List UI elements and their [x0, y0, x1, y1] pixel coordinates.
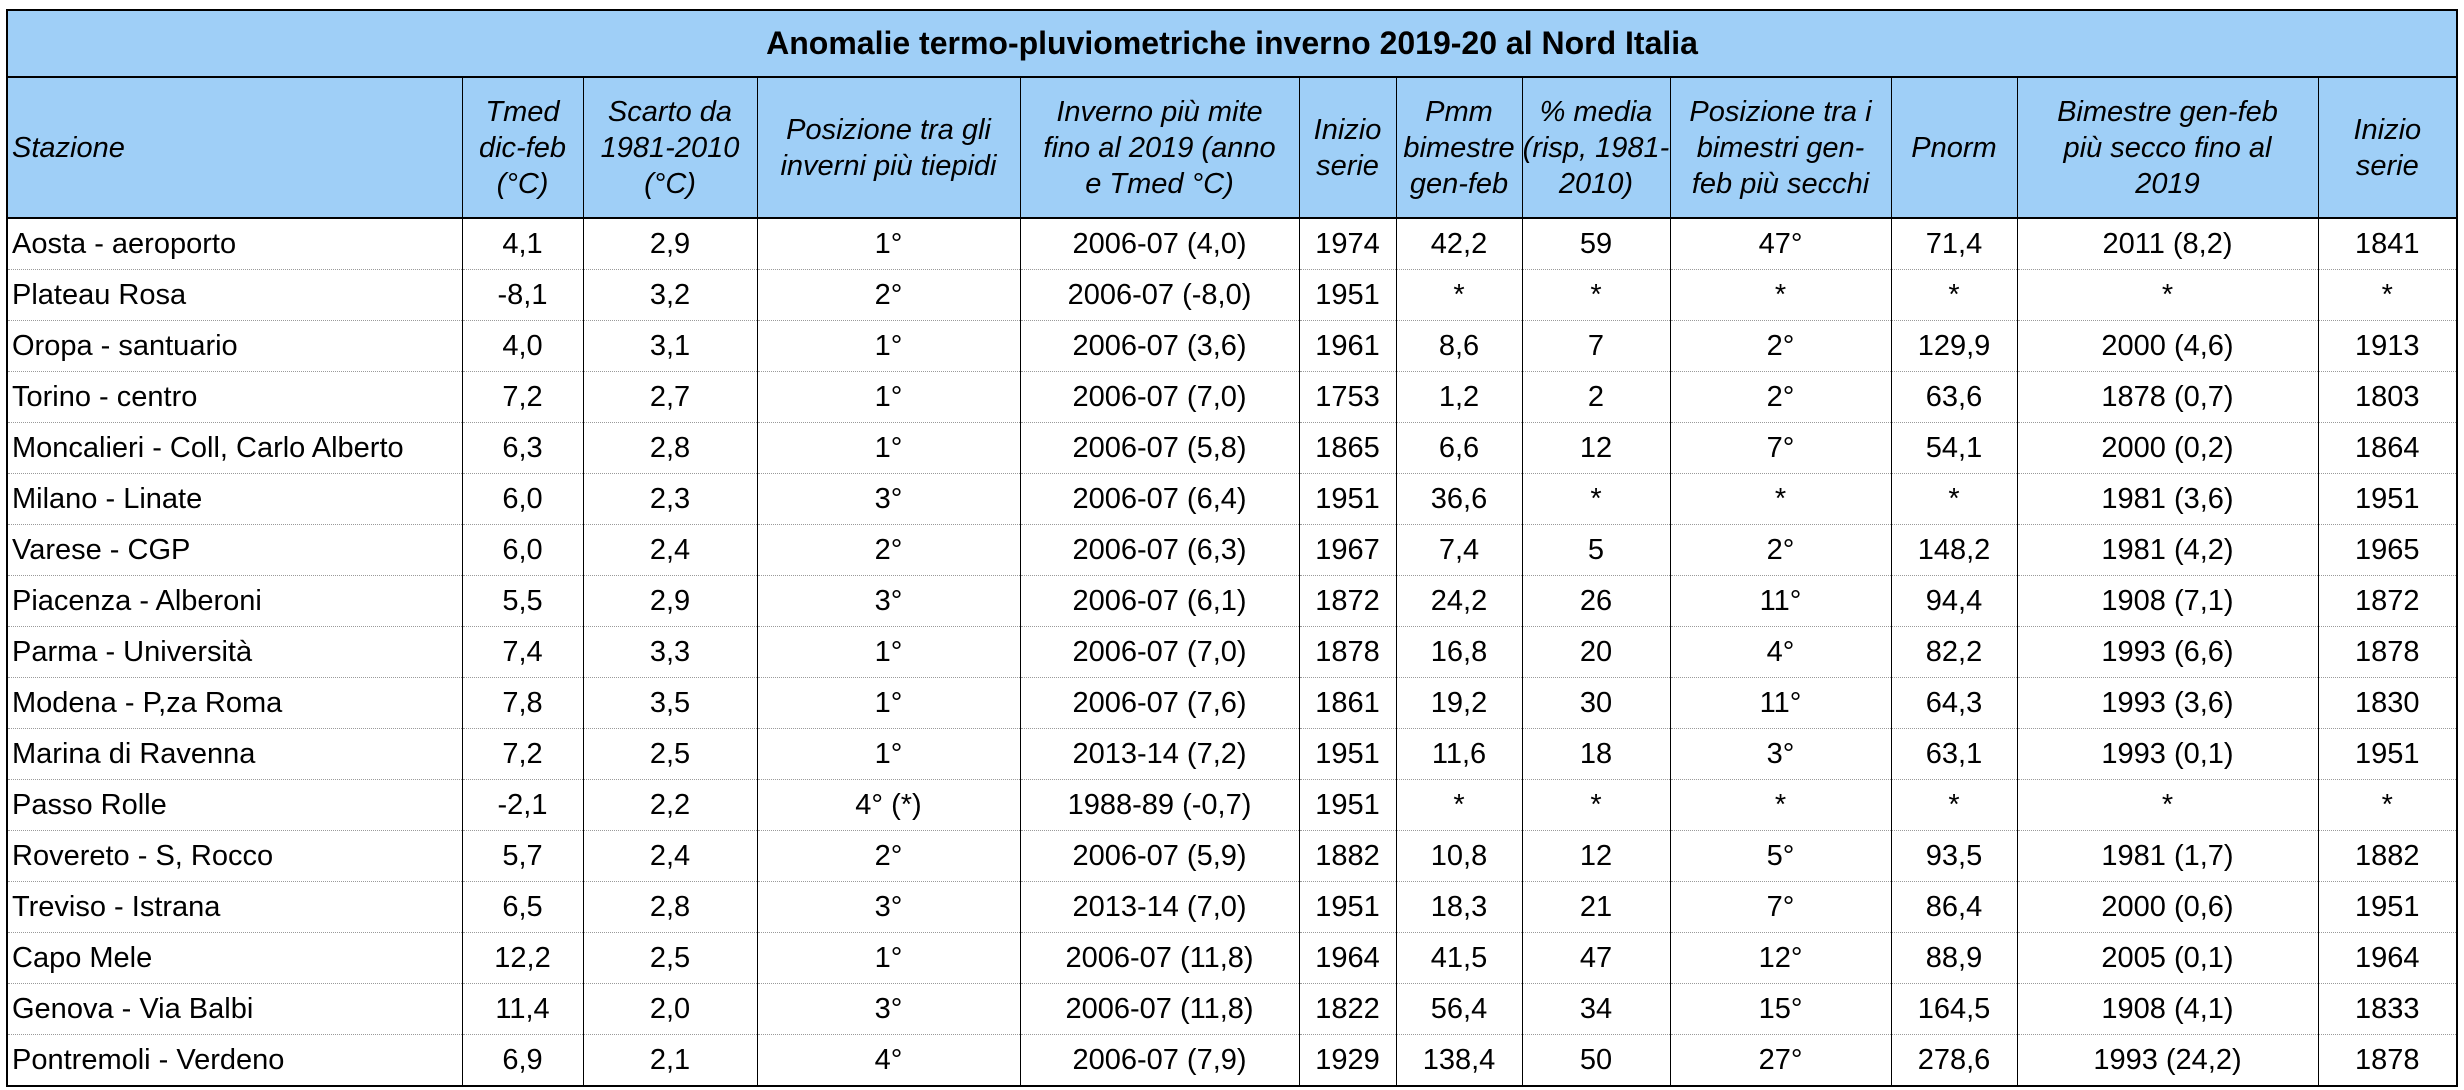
cell-pnorm: 129,9 [1891, 321, 2017, 372]
cell-inverno-mite: 2006-07 (5,8) [1020, 423, 1299, 474]
cell-inverno-mite: 2006-07 (-8,0) [1020, 270, 1299, 321]
cell-media: 2 [1522, 372, 1670, 423]
cell-scarto: 3,5 [583, 678, 757, 729]
cell-pos-secchi: 11° [1670, 576, 1891, 627]
cell-inverno-mite: 2006-07 (6,3) [1020, 525, 1299, 576]
cell-bimestre-secco: 2000 (4,6) [2017, 321, 2318, 372]
cell-media: 30 [1522, 678, 1670, 729]
cell-bimestre-secco: 2005 (0,1) [2017, 933, 2318, 984]
station-cell: Rovereto - S, Rocco [7, 831, 462, 882]
cell-pmm: 36,6 [1396, 474, 1522, 525]
anomalies-table [6, 9, 2458, 1087]
cell-pos-tiepidi: 4° [757, 1035, 1020, 1087]
cell-bimestre-secco: 1981 (3,6) [2017, 474, 2318, 525]
cell-pmm: 18,3 [1396, 882, 1522, 933]
column-header-pmm [1396, 77, 1522, 218]
cell-pmm: 11,6 [1396, 729, 1522, 780]
station-cell: Treviso - Istrana [7, 882, 462, 933]
table-row [7, 678, 2457, 729]
column-header-line: bimestri gen- [1696, 131, 1865, 164]
cell-pos-secchi: 7° [1670, 882, 1891, 933]
station-cell: Aosta - aeroporto [7, 218, 462, 270]
station-cell: Passo Rolle [7, 780, 462, 831]
cell-inverno-mite: 2006-07 (3,6) [1020, 321, 1299, 372]
cell-pos-secchi: 7° [1670, 423, 1891, 474]
cell-scarto: 3,2 [583, 270, 757, 321]
cell-bimestre-secco: 1993 (6,6) [2017, 627, 2318, 678]
cell-bimestre-secco: * [2017, 270, 2318, 321]
cell-bimestre-secco: 1993 (3,6) [2017, 678, 2318, 729]
cell-tmed: 7,2 [462, 729, 583, 780]
station-cell: Genova - Via Balbi [7, 984, 462, 1035]
cell-pos-secchi: 12° [1670, 933, 1891, 984]
cell-tmed: 6,9 [462, 1035, 583, 1087]
column-header-pnorm [1891, 77, 2017, 218]
cell-pnorm: 86,4 [1891, 882, 2017, 933]
cell-inizio-serie-t: 1961 [1299, 321, 1396, 372]
cell-pnorm: 278,6 [1891, 1035, 2017, 1087]
cell-pos-secchi: 47° [1670, 218, 1891, 270]
cell-pos-secchi: 3° [1670, 729, 1891, 780]
cell-inizio-serie-t: 1865 [1299, 423, 1396, 474]
cell-tmed: 6,3 [462, 423, 583, 474]
cell-bimestre-secco: 1878 (0,7) [2017, 372, 2318, 423]
cell-media: 12 [1522, 423, 1670, 474]
column-header-line: feb più secchi [1691, 167, 1870, 200]
cell-inverno-mite: 2006-07 (7,9) [1020, 1035, 1299, 1087]
cell-pnorm: 63,6 [1891, 372, 2017, 423]
cell-inizio-serie-p: 1864 [2318, 423, 2457, 474]
cell-inizio-serie-p: 1803 [2318, 372, 2457, 423]
cell-media: 7 [1522, 321, 1670, 372]
cell-pmm: * [1396, 780, 1522, 831]
cell-pos-tiepidi: 2° [757, 270, 1020, 321]
cell-tmed: 4,0 [462, 321, 583, 372]
cell-pnorm: 148,2 [1891, 525, 2017, 576]
cell-media: 34 [1522, 984, 1670, 1035]
station-cell: Torino - centro [7, 372, 462, 423]
cell-pos-tiepidi: 1° [757, 372, 1020, 423]
cell-pos-tiepidi: 4° (*) [757, 780, 1020, 831]
column-header-scarto [583, 77, 757, 218]
cell-inizio-serie-t: 1872 [1299, 576, 1396, 627]
column-header-line: Pnorm [1911, 131, 1997, 164]
cell-inverno-mite: 2006-07 (5,9) [1020, 831, 1299, 882]
cell-pmm: 42,2 [1396, 218, 1522, 270]
table-row [7, 984, 2457, 1035]
cell-inverno-mite: 2013-14 (7,0) [1020, 882, 1299, 933]
column-header-line: % media [1539, 95, 1653, 128]
cell-pos-secchi: 2° [1670, 525, 1891, 576]
cell-scarto: 3,1 [583, 321, 757, 372]
table-row [7, 372, 2457, 423]
column-header-media [1522, 77, 1670, 218]
cell-media: 20 [1522, 627, 1670, 678]
cell-scarto: 2,9 [583, 218, 757, 270]
table-row [7, 321, 2457, 372]
cell-inizio-serie-t: 1951 [1299, 729, 1396, 780]
cell-pmm: 1,2 [1396, 372, 1522, 423]
cell-tmed: 5,5 [462, 576, 583, 627]
cell-pos-tiepidi: 1° [757, 423, 1020, 474]
cell-inizio-serie-t: 1861 [1299, 678, 1396, 729]
cell-tmed: 4,1 [462, 218, 583, 270]
cell-pnorm: * [1891, 780, 2017, 831]
cell-pos-tiepidi: 1° [757, 218, 1020, 270]
cell-inizio-serie-p: 1951 [2318, 882, 2457, 933]
column-header-line: e Tmed °C) [1085, 167, 1234, 200]
cell-pmm: 6,6 [1396, 423, 1522, 474]
cell-inizio-serie-p: 1965 [2318, 525, 2457, 576]
cell-scarto: 2,1 [583, 1035, 757, 1087]
cell-tmed: 5,7 [462, 831, 583, 882]
cell-pos-tiepidi: 1° [757, 933, 1020, 984]
cell-inizio-serie-p: 1833 [2318, 984, 2457, 1035]
column-header-line: 2019 [2135, 167, 2200, 200]
table-row [7, 576, 2457, 627]
cell-tmed: 11,4 [462, 984, 583, 1035]
table-row [7, 831, 2457, 882]
cell-bimestre-secco: 1993 (24,2) [2017, 1035, 2318, 1087]
cell-inizio-serie-t: 1967 [1299, 525, 1396, 576]
cell-media: 26 [1522, 576, 1670, 627]
column-header-line: Inizio [2353, 113, 2422, 146]
cell-pnorm: 93,5 [1891, 831, 2017, 882]
cell-media: 18 [1522, 729, 1670, 780]
column-header-line: serie [2355, 149, 2419, 182]
column-header-line: Tmed [485, 95, 560, 128]
cell-pos-secchi: 11° [1670, 678, 1891, 729]
column-header-pos-tiepidi [757, 77, 1020, 218]
cell-media: * [1522, 780, 1670, 831]
cell-pos-tiepidi: 1° [757, 678, 1020, 729]
cell-pnorm: * [1891, 474, 2017, 525]
cell-inverno-mite: 2006-07 (6,4) [1020, 474, 1299, 525]
cell-pmm: 7,4 [1396, 525, 1522, 576]
cell-inizio-serie-p: 1951 [2318, 474, 2457, 525]
cell-pos-secchi: 15° [1670, 984, 1891, 1035]
cell-pos-secchi: 2° [1670, 372, 1891, 423]
column-header-line: gen-feb [1409, 167, 1509, 200]
station-cell: Capo Mele [7, 933, 462, 984]
cell-tmed: 6,0 [462, 525, 583, 576]
cell-pmm: 16,8 [1396, 627, 1522, 678]
cell-scarto: 2,5 [583, 729, 757, 780]
column-header-line: Inizio [1313, 113, 1382, 146]
table-row [7, 627, 2457, 678]
cell-bimestre-secco: 2000 (0,2) [2017, 423, 2318, 474]
cell-inizio-serie-p: 1964 [2318, 933, 2457, 984]
cell-pos-tiepidi: 1° [757, 627, 1020, 678]
column-header-line: inverni più tiepidi [780, 149, 997, 182]
column-header-inizio-serie-p [2318, 77, 2457, 218]
cell-scarto: 2,9 [583, 576, 757, 627]
cell-media: 47 [1522, 933, 1670, 984]
table-container [6, 9, 2456, 1087]
cell-pmm: 24,2 [1396, 576, 1522, 627]
cell-inizio-serie-p: 1830 [2318, 678, 2457, 729]
cell-inizio-serie-t: 1878 [1299, 627, 1396, 678]
column-header-line: Posizione tra gli [786, 113, 991, 146]
cell-pos-tiepidi: 3° [757, 576, 1020, 627]
cell-inizio-serie-p: 1878 [2318, 627, 2457, 678]
column-header-line: (°C) [644, 167, 696, 200]
column-header-line: Pmm [1425, 95, 1493, 128]
cell-pos-tiepidi: 2° [757, 525, 1020, 576]
cell-pos-tiepidi: 1° [757, 321, 1020, 372]
cell-scarto: 2,0 [583, 984, 757, 1035]
cell-inizio-serie-t: 1951 [1299, 882, 1396, 933]
cell-inizio-serie-p: 1872 [2318, 576, 2457, 627]
cell-pmm: * [1396, 270, 1522, 321]
cell-scarto: 2,2 [583, 780, 757, 831]
cell-inizio-serie-t: 1964 [1299, 933, 1396, 984]
cell-scarto: 2,3 [583, 474, 757, 525]
cell-pnorm: 63,1 [1891, 729, 2017, 780]
column-header-inverno-mite [1020, 77, 1299, 218]
cell-tmed: 7,4 [462, 627, 583, 678]
table-row [7, 474, 2457, 525]
table-row [7, 525, 2457, 576]
table-body [7, 218, 2457, 1086]
station-cell: Piacenza - Alberoni [7, 576, 462, 627]
cell-pos-secchi: * [1670, 474, 1891, 525]
cell-scarto: 2,4 [583, 831, 757, 882]
cell-bimestre-secco: 1993 (0,1) [2017, 729, 2318, 780]
column-header-pos-secchi [1670, 77, 1891, 218]
table-row [7, 780, 2457, 831]
station-cell: Oropa - santuario [7, 321, 462, 372]
cell-bimestre-secco: 1908 (4,1) [2017, 984, 2318, 1035]
cell-scarto: 3,3 [583, 627, 757, 678]
table-row [7, 882, 2457, 933]
cell-pnorm: 54,1 [1891, 423, 2017, 474]
cell-inizio-serie-t: 1882 [1299, 831, 1396, 882]
cell-tmed: 6,5 [462, 882, 583, 933]
cell-media: * [1522, 270, 1670, 321]
station-cell: Moncalieri - Coll, Carlo Alberto [7, 423, 462, 474]
cell-pnorm: 94,4 [1891, 576, 2017, 627]
cell-pos-secchi: 5° [1670, 831, 1891, 882]
station-cell: Modena - P,za Roma [7, 678, 462, 729]
column-header-line: dic-feb [478, 131, 567, 164]
cell-inverno-mite: 2006-07 (7,0) [1020, 627, 1299, 678]
cell-tmed: 6,0 [462, 474, 583, 525]
cell-pnorm: 71,4 [1891, 218, 2017, 270]
column-header-line: 1981-2010 [600, 131, 740, 164]
station-cell: Varese - CGP [7, 525, 462, 576]
cell-pos-secchi: 2° [1670, 321, 1891, 372]
cell-inverno-mite: 1988-89 (-0,7) [1020, 780, 1299, 831]
column-header-line: (°C) [496, 167, 549, 200]
cell-bimestre-secco: 2011 (8,2) [2017, 218, 2318, 270]
column-header-line: (risp, 1981- [1522, 131, 1670, 164]
header-row [7, 77, 2457, 218]
cell-scarto: 2,8 [583, 423, 757, 474]
cell-inizio-serie-p: 1841 [2318, 218, 2457, 270]
cell-inverno-mite: 2013-14 (7,2) [1020, 729, 1299, 780]
cell-pnorm: 64,3 [1891, 678, 2017, 729]
cell-inverno-mite: 2006-07 (6,1) [1020, 576, 1299, 627]
column-header-line: 2010) [1558, 167, 1634, 200]
cell-bimestre-secco: 1908 (7,1) [2017, 576, 2318, 627]
cell-tmed: 7,8 [462, 678, 583, 729]
column-header-line: Inverno più mite [1056, 95, 1263, 128]
table-row [7, 423, 2457, 474]
cell-pmm: 8,6 [1396, 321, 1522, 372]
column-header-stazione [7, 77, 462, 218]
table-row [7, 270, 2457, 321]
cell-pos-secchi: * [1670, 780, 1891, 831]
cell-media: 50 [1522, 1035, 1670, 1087]
cell-inizio-serie-p: 1913 [2318, 321, 2457, 372]
cell-scarto: 2,8 [583, 882, 757, 933]
table-title: Anomalie termo-pluviometriche inverno 2019-20 al Nord Italia [7, 10, 2457, 77]
table-row [7, 933, 2457, 984]
cell-inizio-serie-t: 1951 [1299, 780, 1396, 831]
cell-inizio-serie-p: * [2318, 780, 2457, 831]
cell-pmm: 19,2 [1396, 678, 1522, 729]
station-cell: Parma - Università [7, 627, 462, 678]
cell-pnorm: * [1891, 270, 2017, 321]
cell-media: 21 [1522, 882, 1670, 933]
cell-tmed: 12,2 [462, 933, 583, 984]
cell-tmed: -2,1 [462, 780, 583, 831]
cell-pos-secchi: * [1670, 270, 1891, 321]
column-header-line: più secco fino al [2063, 131, 2272, 164]
table-row [7, 218, 2457, 270]
cell-scarto: 2,5 [583, 933, 757, 984]
cell-pnorm: 164,5 [1891, 984, 2017, 1035]
cell-pmm: 56,4 [1396, 984, 1522, 1035]
cell-pmm: 138,4 [1396, 1035, 1522, 1087]
cell-pos-tiepidi: 1° [757, 729, 1020, 780]
cell-pos-secchi: 4° [1670, 627, 1891, 678]
cell-inverno-mite: 2006-07 (11,8) [1020, 933, 1299, 984]
cell-inizio-serie-p: 1878 [2318, 1035, 2457, 1087]
column-header-line: Scarto da [607, 95, 733, 128]
cell-tmed: 7,2 [462, 372, 583, 423]
cell-inizio-serie-t: 1951 [1299, 474, 1396, 525]
cell-inizio-serie-t: 1753 [1299, 372, 1396, 423]
cell-pmm: 41,5 [1396, 933, 1522, 984]
cell-inizio-serie-t: 1929 [1299, 1035, 1396, 1087]
cell-inverno-mite: 2006-07 (7,0) [1020, 372, 1299, 423]
column-header-line: bimestre [1403, 131, 1515, 164]
cell-pos-tiepidi: 2° [757, 831, 1020, 882]
column-header-tmed [462, 77, 583, 218]
cell-bimestre-secco: 1981 (1,7) [2017, 831, 2318, 882]
cell-pmm: 10,8 [1396, 831, 1522, 882]
cell-bimestre-secco: 2000 (0,6) [2017, 882, 2318, 933]
cell-media: 5 [1522, 525, 1670, 576]
station-cell: Plateau Rosa [7, 270, 462, 321]
station-cell: Pontremoli - Verdeno [7, 1035, 462, 1087]
column-header-line: Posizione tra i [1689, 95, 1872, 128]
cell-bimestre-secco: * [2017, 780, 2318, 831]
column-header-line: fino al 2019 (anno [1043, 131, 1276, 164]
cell-inizio-serie-t: 1974 [1299, 218, 1396, 270]
table-row [7, 729, 2457, 780]
cell-inverno-mite: 2006-07 (7,6) [1020, 678, 1299, 729]
cell-pos-tiepidi: 3° [757, 474, 1020, 525]
cell-scarto: 2,4 [583, 525, 757, 576]
cell-inverno-mite: 2006-07 (4,0) [1020, 218, 1299, 270]
cell-bimestre-secco: 1981 (4,2) [2017, 525, 2318, 576]
station-cell: Milano - Linate [7, 474, 462, 525]
station-cell: Marina di Ravenna [7, 729, 462, 780]
cell-pos-secchi: 27° [1670, 1035, 1891, 1087]
cell-inverno-mite: 2006-07 (11,8) [1020, 984, 1299, 1035]
cell-pnorm: 82,2 [1891, 627, 2017, 678]
cell-inizio-serie-t: 1951 [1299, 270, 1396, 321]
column-header-bimestre-secco [2017, 77, 2318, 218]
cell-pos-tiepidi: 3° [757, 882, 1020, 933]
cell-pnorm: 88,9 [1891, 933, 2017, 984]
column-header-inizio-serie-t [1299, 77, 1396, 218]
cell-inizio-serie-t: 1822 [1299, 984, 1396, 1035]
cell-inizio-serie-p: 1951 [2318, 729, 2457, 780]
column-header-line: Bimestre gen-feb [2057, 95, 2278, 128]
column-header-line: serie [1316, 149, 1379, 182]
table-row [7, 1035, 2457, 1087]
cell-scarto: 2,7 [583, 372, 757, 423]
cell-inizio-serie-p: * [2318, 270, 2457, 321]
cell-tmed: -8,1 [462, 270, 583, 321]
cell-media: 59 [1522, 218, 1670, 270]
cell-media: 12 [1522, 831, 1670, 882]
column-header-line: Stazione [12, 131, 125, 164]
cell-pos-tiepidi: 3° [757, 984, 1020, 1035]
cell-inizio-serie-p: 1882 [2318, 831, 2457, 882]
cell-media: * [1522, 474, 1670, 525]
